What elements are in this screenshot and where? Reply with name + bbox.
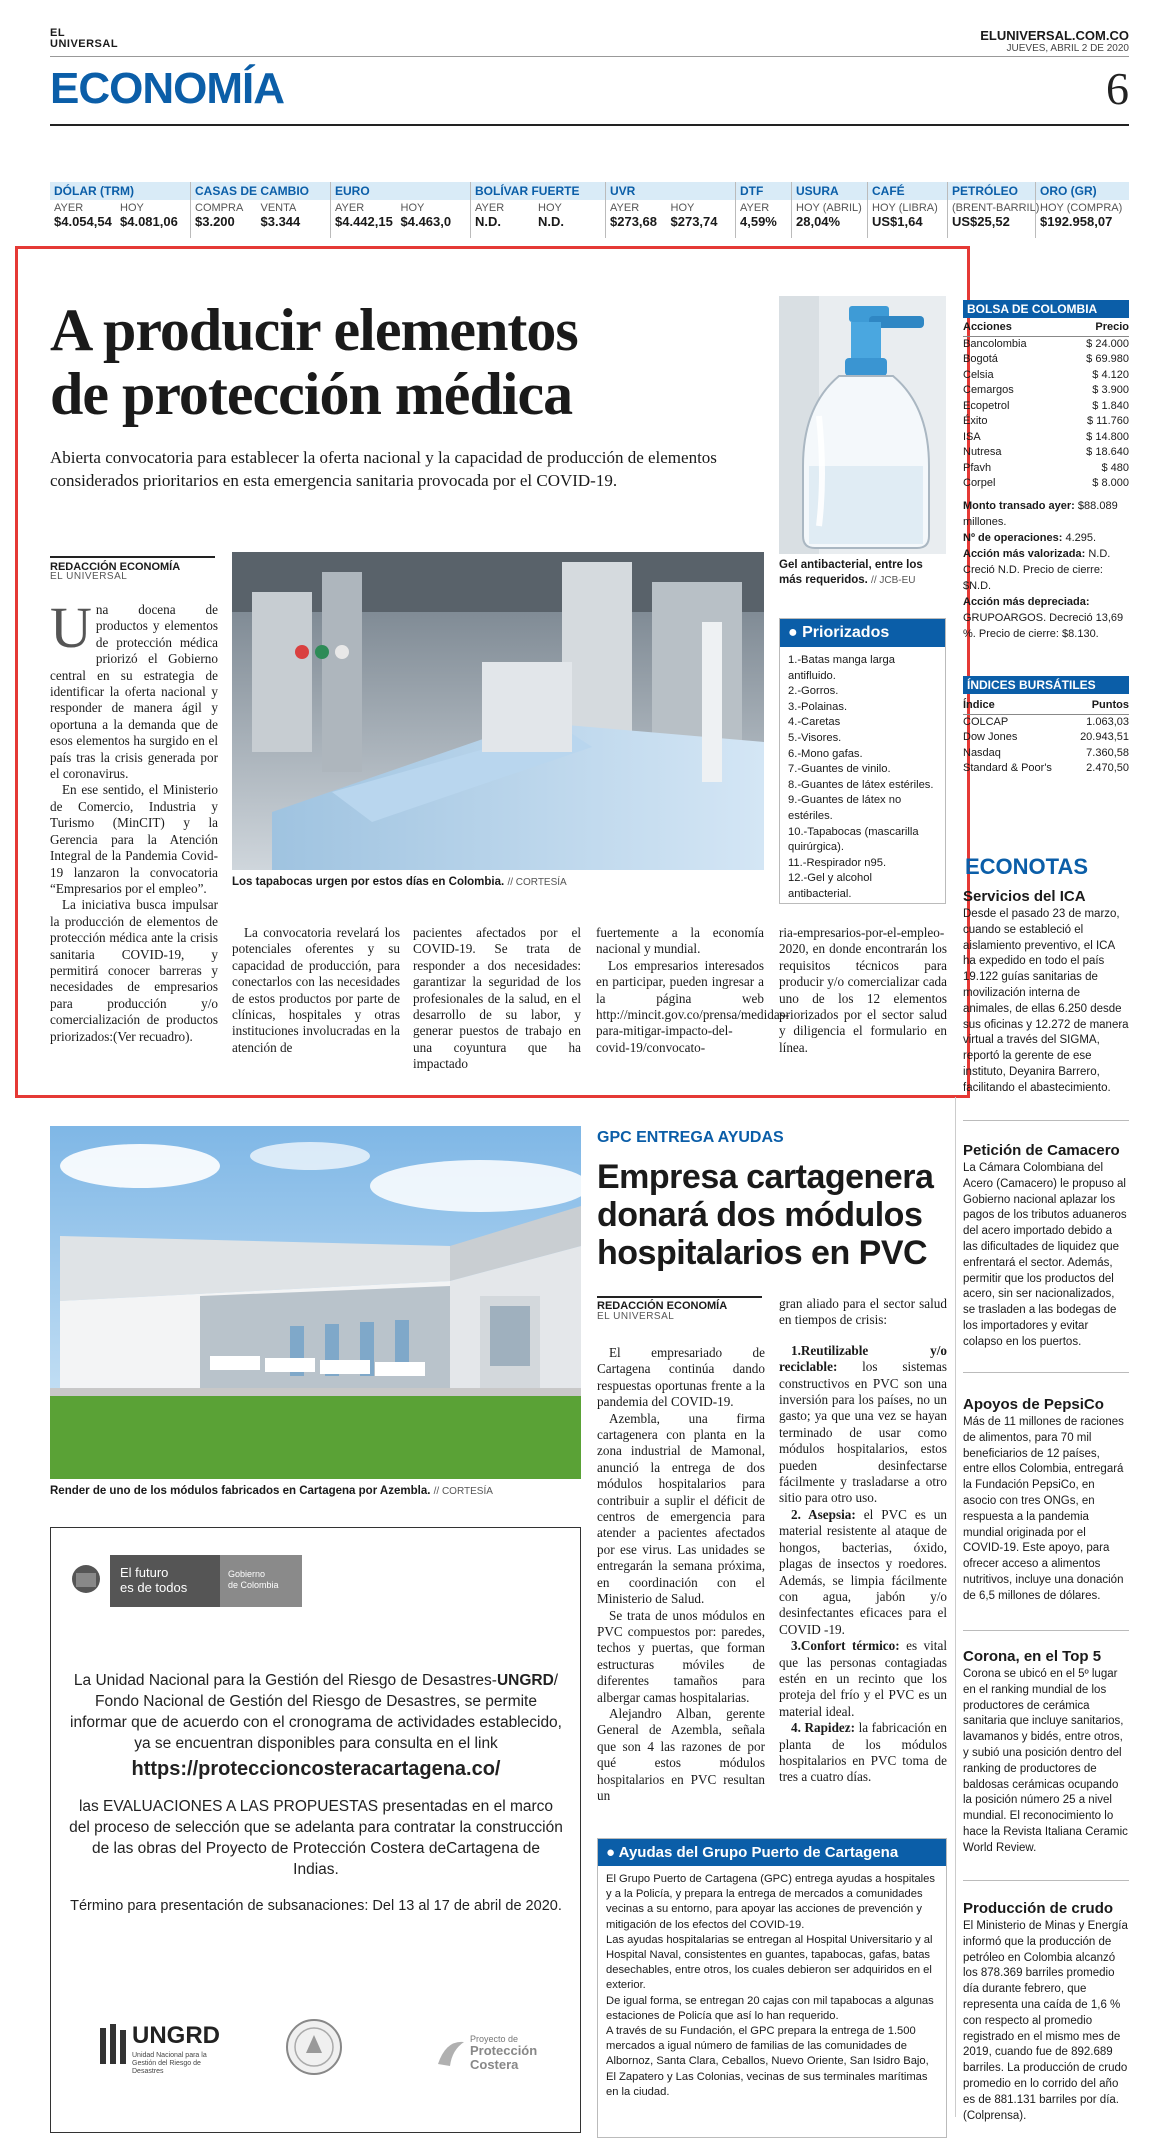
stock-price: $ 69.980 — [1086, 353, 1129, 365]
article-col-4 — [596, 925, 790, 1056]
bolsa-note — [963, 594, 1129, 642]
ad-text-span: / Fondo Nacional de Gestión del Riesgo de Desastres, se permite informar que de acuerdo con el cronograma de actividades establecido, ya se encuentran disponibles para consulta en el link — [70, 1672, 562, 1752]
caption-credit: // CORTESÍA — [507, 877, 567, 888]
priorizados-title: Priorizados — [802, 624, 890, 641]
table-row — [963, 476, 1129, 492]
list-item: 3.-Polainas. — [788, 700, 848, 713]
gobierno-logo — [62, 1555, 302, 1607]
rate-label: BOLÍVAR FUERTE — [471, 182, 605, 200]
site-url[interactable]: ELUNIVERSAL.COM.CO — [980, 28, 1129, 43]
article-point — [779, 1343, 947, 1507]
article-kicker: GPC ENTREGA AYUDAS — [597, 1129, 784, 1146]
gpc-box — [597, 1838, 947, 2138]
table-row — [963, 352, 1129, 368]
list-item: 4.-Caretas — [788, 716, 841, 729]
gov-name-line: Gobierno — [228, 1569, 266, 1579]
rate-sub: AYER — [740, 202, 770, 214]
rate-sub: HOY — [670, 202, 695, 214]
stock-price: $ 24.000 — [1086, 337, 1129, 350]
rate-sub: AYER — [54, 202, 84, 214]
bolsa-notes — [963, 498, 1129, 642]
dropcap: U — [50, 602, 92, 660]
rate-sub: HOY — [538, 202, 562, 214]
logo-line: Protección — [470, 2043, 538, 2058]
rate-value: $4.081,06 — [120, 214, 178, 229]
cartagena-seal-icon — [284, 2017, 344, 2077]
rate-value: 28,04% — [796, 214, 841, 229]
ungrd-emblem-icon — [98, 2024, 128, 2068]
rate-dtf — [735, 182, 791, 238]
proteccion-costera-logo — [436, 2030, 546, 2080]
table-row — [963, 461, 1129, 477]
gov-slogan-line: El futuro — [120, 1565, 169, 1580]
main-photo — [232, 552, 764, 870]
stock-price: $ 8.000 — [1092, 477, 1129, 489]
seal-logo — [284, 2017, 344, 2077]
rate-sub: AYER — [335, 202, 365, 214]
ad-bold-span: UNGRD — [496, 1672, 554, 1689]
section-rule — [50, 124, 1129, 126]
point-lead: 1.Reutilizable y/o reciclable: — [779, 1342, 947, 1375]
table-header — [963, 698, 1129, 715]
rate-value: $273,74 — [670, 214, 718, 229]
note-label: Acción más depreciada: — [963, 595, 1090, 608]
rate-label: CAFÉ — [868, 182, 947, 200]
divider — [963, 1372, 1129, 1373]
stock-name: Celsia — [963, 368, 994, 381]
note-label: Nº de operaciones: — [963, 531, 1063, 544]
col-header: Precio — [1095, 321, 1129, 333]
wave-icon — [436, 2036, 466, 2070]
page-number: 6 — [1106, 63, 1129, 114]
list-item: 11.-Respirador n95. — [788, 856, 887, 869]
note-label: Acción más valorizada: — [963, 547, 1086, 560]
ungrd-logo — [98, 2020, 228, 2080]
index-points: 7.360,58 — [1086, 746, 1129, 759]
list-item: 9.-Guantes de látex no estériles. — [788, 794, 902, 822]
main-photo-caption — [232, 876, 764, 888]
rate-sub: COMPRA — [195, 202, 244, 214]
box-paragraph: De igual forma, se entregan 20 cajas con mil tapabocas a algunas estaciones de Policía que así lo han requerido. — [606, 1994, 934, 2022]
point-lead: 2. Asepsia: — [791, 1506, 856, 1522]
econota-crudo — [963, 1900, 1129, 2124]
table-row — [963, 730, 1129, 746]
ungrd-logo-subtext: Unidad Nacional para la Gestión del Riesgo de Desastres — [132, 2052, 207, 2075]
stock-price: $ 4.120 — [1092, 368, 1129, 381]
econotas-title: ECONOTAS — [965, 854, 1089, 879]
article-byline: REDACCIÓN ECONOMÍA — [597, 1296, 762, 1312]
rate-euro — [330, 182, 470, 238]
index-name: Dow Jones — [963, 731, 1018, 743]
stock-price: $ 14.800 — [1086, 430, 1129, 443]
top-rule — [50, 56, 1129, 57]
rate-value: $3.200 — [195, 214, 235, 229]
point-text: es vital que las personas contagiadas estén en un recinto que los proteja del frío y el PVC es un material ideal. — [779, 1638, 947, 1719]
stock-price: $ 18.640 — [1086, 446, 1129, 458]
gov-slogan-line: es de todos — [120, 1580, 188, 1595]
rate-value: N.D. — [538, 214, 564, 229]
brand-line1: EL — [50, 27, 66, 39]
rate-oro — [1035, 182, 1129, 238]
caption-text: Gel antibacterial, entre los más requeridos. — [779, 559, 923, 586]
gel-bottle-image — [779, 296, 946, 554]
rate-sub: HOY (LIBRA) — [872, 202, 938, 214]
rate-sub: HOY (COMPRA) — [1040, 202, 1123, 214]
rate-value: $4.463,0 — [400, 214, 452, 229]
note-text: $88.089 millones. — [963, 499, 1118, 528]
logo-line: Costera — [470, 2057, 519, 2072]
sanitizer-caption — [779, 558, 946, 588]
econota-title: Apoyos de PepsiCo — [963, 1396, 1104, 1413]
rate-value: N.D. — [475, 214, 501, 229]
ad-link[interactable]: https://proteccioncosteracartagena.co/ — [131, 1758, 501, 1780]
article-paragraph: gran aliado para el sector salud en tiempos de crisis: — [779, 1296, 947, 1328]
brand-logo — [50, 28, 118, 50]
stock-name: Nutresa — [963, 446, 1002, 458]
indices-table — [963, 698, 1129, 777]
headline-line1: A producir elementos — [50, 297, 578, 363]
point-lead: 4. Rapidez: — [791, 1720, 856, 1736]
econota-pepsico — [963, 1396, 1129, 1605]
col-header: Índice — [963, 699, 995, 711]
rate-sub: (BRENT-BARRIL) — [952, 202, 1040, 214]
rate-value: $192.958,07 — [1040, 214, 1113, 229]
article-col-2: La convocatoria revelará los potenciales oferentes y su capacidad de producción, para conectarlos con las necesidades de estos productos por parte de clínicas, hospitales y otras instituciones involucradas en la atención de — [232, 925, 400, 1055]
econota-text: Corona se ubicó en el 5º lugar en el ranking mundial de los productores de cerámica sanitaria que incluye sanitarios, lavamanos y bidés, entre otros, y subió una posición dentro del ranking de productores de baldosas cerámicas ocupando la posición número 25 a nivel mundial. El reconocimiento lo hace la Revista Italiana Ceramic World Review. — [963, 1668, 1128, 1854]
logo-line: Proyecto de — [470, 2034, 519, 2044]
article-paragraph: na docena de productos y elementos de protección médica priorizó el Gobierno central en su estrategia de identificar la oferta nacional y responder de manera ágil y oportuna a la demanda que de esos elementos ha surgido en el país tras la crisis generada por el coronavirus. — [50, 602, 218, 782]
bolsa-note — [963, 530, 1129, 546]
rate-label: EURO — [331, 182, 470, 200]
list-item: 10.-Tapabocas (mascarilla quirúrgica). — [788, 825, 919, 854]
bolsa-table — [963, 320, 1129, 642]
econota-text: Más de 11 millones de raciones de alimentos, para 70 mil beneficiarios de 12 países, entre ellos Colombia, entregará la Fundación PepsiCo, en asocio con tres ONGs, en respuesta a la pandemia mundial originada por el COVID-19. Este apoyo, para ofrecer acceso a alimentos nutritivos, incluye una donación de 6,5 millones de dólares. — [963, 1416, 1124, 1602]
econota-text: El Ministerio de Minas y Energía informó que la producción de petróleo en Colombia alcanzó los 878.369 barriles promedio día durante febrero, que representa una caída de 1,6 % con respecto al promedio registrado en el mismo mes de 2019, cuando fue de 892.689 barriles. La producción de crudo promedio en lo corrido del año es de 881.131 barriles por día. (Colprensa). — [963, 1920, 1128, 2122]
rate-bolivar — [470, 182, 605, 238]
gpc-box-header: ● Ayudas del Grupo Puerto de Cartagena — [598, 1839, 946, 1866]
rate-label: UVR — [606, 182, 735, 200]
exchange-rates-bar — [50, 182, 1129, 238]
table-row — [963, 399, 1129, 415]
render-caption — [50, 1485, 581, 1497]
econota-title: Servicios del ICA — [963, 888, 1086, 905]
article-paragraph: Alejandro Alban, gerente General de Azembla, señala que son 4 las razones de por qué estos módulos hospitalarios en PVC resultan un — [597, 1705, 765, 1803]
gpc-box-title: Ayudas del Grupo Puerto de Cartagena — [618, 1844, 899, 1861]
econota-text: Desde el pasado 23 de marzo, cuando se estableció el aislamiento preventivo, el ICA ha expedido en todo el país 19.122 guías sanitarias de movilización interna de animales, de ellas 6.250 desde sus oficinas y 12.272 de manera virtual a través del SIGMA, reportó la gerente de ese instituto, Deyanira Barrero, facilitando el abastecimiento. — [963, 908, 1129, 1094]
index-name: Standard & Poor's — [963, 762, 1052, 774]
note-text: 4.295. — [1065, 531, 1097, 544]
stock-name: Bogotá — [963, 353, 998, 365]
table-row — [963, 746, 1129, 762]
rate-dolar — [50, 182, 190, 238]
article-paragraph: El empresariado de Cartagena continúa dando respuestas oportunas frente a la pandemia del COVID-19. — [597, 1345, 765, 1410]
brand-line2: UNIVERSAL — [50, 38, 119, 50]
rate-value: US$25,52 — [952, 214, 1010, 229]
bolsa-header: BOLSA DE COLOMBIA — [963, 300, 1129, 318]
hospital-module-render — [50, 1126, 581, 1479]
stock-price: $ 480 — [1101, 461, 1129, 474]
rate-value: $3.344 — [260, 214, 301, 229]
point-text: el PVC es un material resistente al ataque de hongos, bacterias, óxido, plagas de insectos y roedores. Además, se limpia fácilmente con agua, jabón y/o desinfectantes eficaces para el COVID -19. — [779, 1506, 948, 1637]
point-lead: 3.Confort térmico: — [791, 1638, 900, 1654]
bolsa-note — [963, 546, 1129, 594]
econota-corona — [963, 1648, 1129, 1857]
caption-credit: // CORTESÍA — [433, 1486, 493, 1497]
rate-sub: HOY — [400, 202, 425, 214]
gov-name — [228, 1569, 279, 1591]
rate-sub: HOY (ABRIL) — [796, 202, 862, 214]
rate-casas-cambio — [190, 182, 330, 238]
note-text: N.D. Creció N.D. Precio de cierre: $N.D. — [963, 547, 1111, 592]
stock-price: $ 3.900 — [1092, 384, 1129, 396]
list-item: 1.-Batas manga larga antifluido. — [788, 654, 895, 682]
rate-value: 4,59% — [740, 214, 777, 229]
article-point — [779, 1638, 947, 1720]
table-header — [963, 320, 1129, 337]
rate-sub: AYER — [475, 202, 505, 214]
gov-name-line: de Colombia — [228, 1580, 279, 1590]
table-row — [963, 761, 1129, 777]
rate-sub: AYER — [610, 202, 640, 214]
rate-uvr — [605, 182, 735, 238]
point-text: los sistemas constructivos en PVC son una inversión para los países, no un gasto; ya que una vez se hayan terminado de usar como módulos hospitalarios, estos pueden desinfectarse fácilmente y trasladarse a otro sitio para otro uso. — [779, 1359, 948, 1506]
table-row — [963, 445, 1129, 461]
rate-value: US$1,64 — [872, 214, 923, 229]
sanitizer-photo — [779, 296, 946, 554]
note-label: Monto transado ayer: — [963, 499, 1075, 512]
rate-value: $4.054,54 — [54, 214, 112, 229]
table-row — [963, 337, 1129, 353]
article2-col-2 — [779, 1296, 947, 1786]
rate-label: CASAS DE CAMBIO — [191, 182, 330, 200]
article-paragraph: Se trata de unos módulos en PVC compuestos por: paredes, techos y puertas, que forman estructuras móviles de diferentes tamaños para albergar camas hospitalarias. — [597, 1607, 765, 1705]
rate-sub: HOY — [120, 202, 144, 214]
stock-name: Bancolombia — [963, 337, 1027, 350]
ad-paragraph-2: las EVALUACIONES A LAS PROPUESTAS presentadas en el marco del proceso de selección que se adelanta para contratar la construcción de las obras del Proyecto de Protección Costera deCartagena de Indias. — [69, 1798, 563, 1878]
indices-header: ÍNDICES BURSÁTILES — [963, 676, 1129, 694]
stock-name: Corpel — [963, 477, 996, 489]
list-item: 6.-Mono gafas. — [788, 747, 863, 760]
priorizados-list — [780, 647, 945, 909]
article-col-3: pacientes afectados por el COVID-19. Se trata de responder a dos necesidades: garantizar la seguridad de los profesionales de la salud, en el desarrollo de su labor, y generar puestos de trabajo en una coyuntura que ha impactado — [413, 925, 581, 1072]
rate-label: USURA — [792, 182, 867, 200]
rate-label: ORO (GR) — [1036, 182, 1129, 200]
module-render-image — [50, 1126, 581, 1479]
table-row — [963, 430, 1129, 446]
article-paragraph: En ese sentido, el Ministerio de Comercio, Industria y Turismo (MinCIT) y la Gerencia para la Atención Integral de la Pandemia Covid-19 lanzaron la convocatoria “Empresarios por el empleo”. — [50, 782, 218, 896]
list-item: 7.-Guantes de vinilo. — [788, 763, 891, 776]
stock-name: Éxito — [963, 415, 988, 427]
gov-slogan — [120, 1565, 187, 1595]
note-text: GRUPOARGOS. Decreció 13,69 %. Precio de cierre: $8.130. — [963, 611, 1124, 640]
box-paragraph: A través de su Fundación, el GPC prepara la entrega de 1.500 mercados a igual número de familias de las comunidades de Albornoz, Santa Clara, Ceballos, Nuevo Oriente, San Isidro Bajo, El Zapatero y Las Colonias, vecinas de sus terminales marítimas en la ciudad. — [606, 2025, 929, 2098]
article-col-5: ria-empresarios-por-el-empleo-2020, en donde encontrarán los requisitos técnicos para producir y/o comercializar cada uno de los 12 elementos priorizados por el sector salud y diligencia el formulario en línea. — [779, 925, 947, 1055]
stock-name: Pfavh — [963, 461, 992, 474]
table-row — [963, 414, 1129, 430]
rate-label: PETRÓLEO — [948, 182, 1035, 200]
econota-title: Petición de Camacero — [963, 1142, 1120, 1159]
article-paragraph: fuertemente a la economía nacional y mundial. — [596, 925, 764, 957]
article2-col-1 — [597, 1345, 765, 1804]
list-item: 8.-Guantes de látex estériles. — [788, 778, 934, 791]
table-row — [963, 383, 1129, 399]
article-paragraph: Los empresarios interesados en participar, pueden ingresar a la página web http://mincit.gov.co/prensa/medidas-para-mitigar-impacto-del-covid-19/convocato- — [596, 957, 790, 1055]
caption-text: Los tapabocas urgen por estos días en Colombia. — [232, 876, 505, 888]
stock-price: $ 11.760 — [1086, 415, 1129, 427]
ad-text-span: La Unidad Nacional para la Gestión del Riesgo de Desastres- — [73, 1672, 497, 1689]
col-header: Acciones — [963, 321, 1012, 333]
list-item: 2.-Gorros. — [788, 685, 839, 698]
caption-credit: // JCB-EU — [871, 575, 916, 586]
caption-text: Render de uno de los módulos fabricados en Cartagena por Azembla. — [50, 1485, 431, 1497]
article-byline-outlet: EL UNIVERSAL — [597, 1311, 675, 1322]
rate-value: $4.442,15 — [335, 214, 393, 229]
second-headline: Empresa cartagenera donará dos módulos hospitalarios en PVC — [597, 1158, 934, 1272]
bolsa-note — [963, 498, 1129, 530]
stock-name: Ecopetrol — [963, 399, 1010, 412]
article-paragraph: La iniciativa busca impulsar la producción de elementos de protección médica ante la crisis sanitaria COVID-19, y permitirá conocer barreras y necesidades de empresarios para producción y/o comercialización de productos priorizados:(Ver recuadro). — [50, 897, 218, 1044]
article-point — [779, 1720, 947, 1786]
list-item: 5.-Visores. — [788, 731, 842, 744]
issue-date: JUEVES, ABRIL 2 DE 2020 — [1006, 43, 1129, 54]
divider — [963, 1630, 1129, 1631]
rate-petroleo — [947, 182, 1040, 238]
rate-value: $273,68 — [610, 214, 657, 229]
priorizados-box — [779, 618, 946, 904]
headline-line2: de protección médica — [50, 361, 573, 427]
index-name: COLCAP — [963, 715, 1009, 728]
point-text: la fabricación en planta de los módulos hospitalarios en PVC toma de tres a cuatro días. — [779, 1720, 947, 1785]
col-header: Puntos — [1091, 699, 1129, 711]
econota-title: Producción de crudo — [963, 1900, 1114, 1917]
priorizados-header: ● Priorizados — [780, 619, 945, 647]
rate-label: DTF — [736, 182, 791, 200]
rate-usura — [791, 182, 867, 238]
index-name: Nasdaq — [963, 746, 1001, 759]
econota-ica — [963, 888, 1129, 1097]
list-item: 12.-Gel y alcohol antibacterial. — [788, 872, 872, 900]
ad-deadline: Término para presentación de subsanaciones: Del 13 al 17 de abril de 2020. — [70, 1898, 562, 1914]
article-byline: REDACCIÓN ECONOMÍA — [50, 556, 215, 573]
econota-text: La Cámara Colombiana del Acero (Camacero) le propuso al Gobierno nacional aplazar los pagos de los tributos aduaneros del acero importado debido a las dificultades de liquidez que enfrentará el sector. Además, permitir que los productos del acero, sin ser nacionalizados, se trasladen a las bodegas de los importadores y evitar colapso en los puertos. — [963, 1162, 1127, 1348]
econota-camacero — [963, 1142, 1129, 1351]
table-row — [963, 715, 1129, 731]
mask-machine-image — [232, 552, 764, 870]
table-row — [963, 368, 1129, 384]
box-paragraph: Las ayudas hospitalarias se entregan al Hospital Universitario y al Hospital Naval, consistentes en guantes, tapabocas, gafas, batas desechables, entre otros, los cuales debieron ser adquiridos en el exterior. — [606, 1933, 933, 1992]
index-points: 1.063,03 — [1086, 715, 1129, 728]
rate-cafe — [867, 182, 947, 238]
main-headline — [50, 298, 770, 426]
index-points: 2.470,50 — [1086, 762, 1129, 774]
divider — [963, 1120, 1129, 1121]
box-paragraph: El Grupo Puerto de Cartagena (GPC) entrega ayudas a hospitales y a la Policía, y prepara la entrega de mercados a comunidades vecinas a su entorno, para apoyar las acciones de prevención y mitigación de los efectos del COVID-19. — [606, 1873, 935, 1931]
stock-name: Cemargos — [963, 384, 1014, 396]
ad-paragraph-1 — [68, 1670, 564, 1754]
gpc-box-body — [598, 1866, 946, 2106]
rate-label: DÓLAR (TRM) — [50, 182, 190, 200]
divider — [963, 1880, 1129, 1881]
econota-title: Corona, en el Top 5 — [963, 1648, 1102, 1665]
section-title: ECONOMÍA — [50, 64, 284, 113]
rate-sub: VENTA — [260, 202, 297, 214]
article-col-1 — [50, 602, 218, 1072]
article-paragraph: Azembla, una firma cartagenera con planta en la zona industrial de Mamonal, anunció la entrega de dos módulos hospitalarios para contribuir a suplir el déficit de centros de emergencia para atender a pacientes afectados por ese virus. Las unidades se entregarán la semana próxima, en coordinación con el Ministerio de Salud. — [597, 1410, 765, 1607]
article-deck: Abierta convocatoria para establecer la oferta nacional y la capacidad de producción de elementos considerados prioritarios en esta emergencia sanitaria provocada por el COVID-19. — [50, 448, 717, 490]
article-byline-outlet: EL UNIVERSAL — [50, 571, 128, 582]
stock-name: ISA — [963, 430, 981, 443]
index-points: 20.943,51 — [1080, 731, 1129, 743]
article-point — [779, 1507, 947, 1638]
stock-price: $ 1.840 — [1092, 399, 1129, 412]
ungrd-logo-text: UNGRD — [132, 2022, 220, 2049]
